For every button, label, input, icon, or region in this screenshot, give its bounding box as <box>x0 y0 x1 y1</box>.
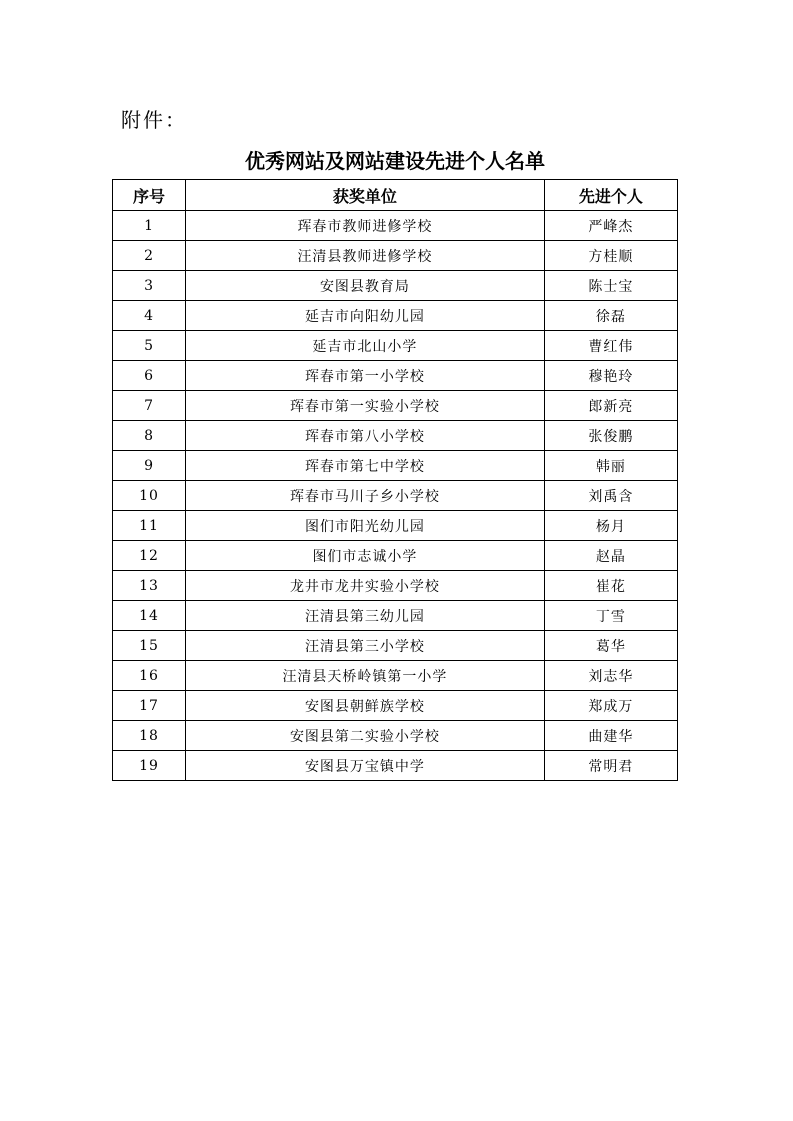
cell-award-unit: 安图县万宝镇中学 <box>186 751 545 781</box>
table-row <box>113 511 678 541</box>
header-award-unit: 获奖单位 <box>186 180 545 211</box>
cell-advanced-individual: 方桂顺 <box>544 241 677 271</box>
cell-serial-number: 15 <box>113 631 186 661</box>
table-row <box>113 631 678 661</box>
cell-advanced-individual: 曲建华 <box>544 721 677 751</box>
cell-award-unit: 珲春市第七中学校 <box>186 451 545 481</box>
cell-award-unit: 珲春市第八小学校 <box>186 421 545 451</box>
cell-award-unit: 龙井市龙井实验小学校 <box>186 571 545 601</box>
cell-serial-number: 9 <box>113 451 186 481</box>
table-row <box>113 361 678 391</box>
cell-serial-number: 7 <box>113 391 186 421</box>
cell-award-unit: 安图县教育局 <box>186 271 545 301</box>
cell-award-unit: 安图县朝鲜族学校 <box>186 691 545 721</box>
cell-award-unit: 图们市志诚小学 <box>186 541 545 571</box>
table-row <box>113 241 678 271</box>
header-serial-number: 序号 <box>113 180 186 211</box>
cell-award-unit: 图们市阳光幼儿园 <box>186 511 545 541</box>
table-row <box>113 451 678 481</box>
cell-serial-number: 12 <box>113 541 186 571</box>
cell-advanced-individual: 徐磊 <box>544 301 677 331</box>
table-row <box>113 211 678 241</box>
cell-serial-number: 2 <box>113 241 186 271</box>
cell-award-unit: 珲春市第一小学校 <box>186 361 545 391</box>
table-row <box>113 271 678 301</box>
cell-award-unit: 珲春市马川子乡小学校 <box>186 481 545 511</box>
table-row <box>113 481 678 511</box>
cell-advanced-individual: 陈士宝 <box>544 271 677 301</box>
cell-advanced-individual: 赵晶 <box>544 541 677 571</box>
cell-serial-number: 10 <box>113 481 186 511</box>
cell-advanced-individual: 崔花 <box>544 571 677 601</box>
cell-advanced-individual: 韩丽 <box>544 451 677 481</box>
cell-serial-number: 3 <box>113 271 186 301</box>
cell-advanced-individual: 张俊鹏 <box>544 421 677 451</box>
table-row <box>113 421 678 451</box>
table-row <box>113 541 678 571</box>
header-advanced-individual: 先进个人 <box>544 180 677 211</box>
cell-serial-number: 4 <box>113 301 186 331</box>
table-body <box>113 211 678 781</box>
table-row <box>113 301 678 331</box>
cell-serial-number: 14 <box>113 601 186 631</box>
cell-advanced-individual: 曹红伟 <box>544 331 677 361</box>
cell-serial-number: 19 <box>113 751 186 781</box>
cell-advanced-individual: 严峰杰 <box>544 211 677 241</box>
cell-advanced-individual: 刘志华 <box>544 661 677 691</box>
cell-serial-number: 18 <box>113 721 186 751</box>
cell-serial-number: 13 <box>113 571 186 601</box>
cell-award-unit: 汪清县天桥岭镇第一小学 <box>186 661 545 691</box>
table-row <box>113 391 678 421</box>
table-row <box>113 751 678 781</box>
cell-serial-number: 1 <box>113 211 186 241</box>
table-row <box>113 331 678 361</box>
cell-award-unit: 延吉市向阳幼儿园 <box>186 301 545 331</box>
cell-serial-number: 11 <box>113 511 186 541</box>
table-row <box>113 571 678 601</box>
cell-award-unit: 安图县第二实验小学校 <box>186 721 545 751</box>
cell-serial-number: 6 <box>113 361 186 391</box>
table-row <box>113 691 678 721</box>
attachment-label: 附件： <box>121 108 187 132</box>
award-table <box>112 179 678 781</box>
cell-award-unit: 延吉市北山小学 <box>186 331 545 361</box>
cell-serial-number: 17 <box>113 691 186 721</box>
cell-award-unit: 汪清县第三幼儿园 <box>186 601 545 631</box>
cell-advanced-individual: 葛华 <box>544 631 677 661</box>
cell-advanced-individual: 郎新亮 <box>544 391 677 421</box>
document-title: 优秀网站及网站建设先进个人名单 <box>245 149 545 173</box>
table-row <box>113 721 678 751</box>
cell-award-unit: 珲春市第一实验小学校 <box>186 391 545 421</box>
table-header-row <box>113 180 678 211</box>
cell-award-unit: 珲春市教师进修学校 <box>186 211 545 241</box>
table-row <box>113 601 678 631</box>
cell-serial-number: 8 <box>113 421 186 451</box>
cell-advanced-individual: 常明君 <box>544 751 677 781</box>
cell-advanced-individual: 郑成万 <box>544 691 677 721</box>
cell-serial-number: 16 <box>113 661 186 691</box>
cell-advanced-individual: 丁雪 <box>544 601 677 631</box>
table-row <box>113 661 678 691</box>
cell-award-unit: 汪清县第三小学校 <box>186 631 545 661</box>
cell-advanced-individual: 刘禹含 <box>544 481 677 511</box>
cell-advanced-individual: 穆艳玲 <box>544 361 677 391</box>
cell-award-unit: 汪清县教师进修学校 <box>186 241 545 271</box>
cell-serial-number: 5 <box>113 331 186 361</box>
cell-advanced-individual: 杨月 <box>544 511 677 541</box>
